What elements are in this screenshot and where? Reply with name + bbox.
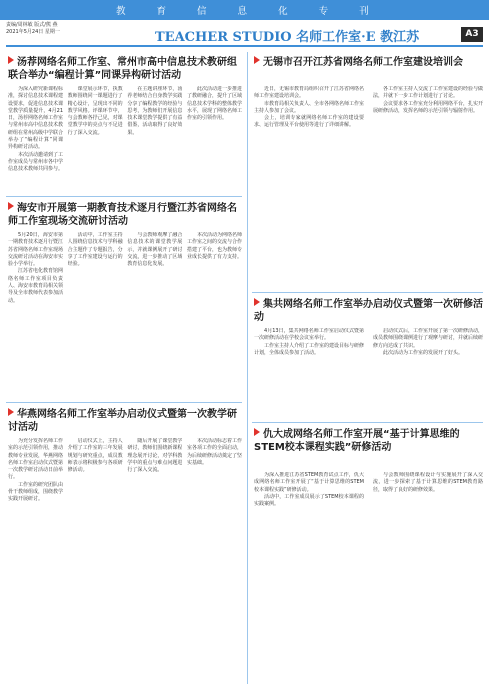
article-column: 为充分发挥名师工作室的示范引领作用，推动教师专业发展，华燕网络名师工作室启动仪式暨第一次教学研讨活动日前举行。 工作室的研究团队由骨干教师组成，围绕教学实践开展研讨。 [8,438,63,503]
article-column: 4月13日，集共网络名师工作室启动仪式暨第一次研修活动在学校会议室举行。 工作室主持人介绍了工作室的建设目标与研修计划，全体成员参加了活动。 [254,328,364,356]
triangle-icon [254,428,260,436]
article-column: 启动仪式上，主持人介绍了工作室的三年发展规划与研究重点，成员教师表示将积极参与各项研修活动。 [67,438,123,474]
article-headline: 海安市开展第一期教育技术逐月行暨江苏省网络名师工作室现场交流研讨活动 [8,203,237,227]
article-column: 在主题讲座环节，汤荐老师结合自身教学实践分享了编程教学的经验与思考，为教师们开展信息技术课堂教学提供了有益借鉴，活动取得了良好效果。 [127,86,183,136]
triangle-icon [8,408,14,416]
page-meta [6,22,60,36]
article-divider [252,292,483,293]
triangle-icon [8,202,14,210]
article-body [8,232,242,398]
triangle-icon [8,56,14,64]
article-column: 为深入研究新课程标准，探讨信息技术课程建设要求，促进信息技术课堂教学质量提升，4月21日，汤荐网络名师工作室与常州市高中信息技术教研组在常州高级中学联合举办了“编程计算”同课异构研讨活动。 本次活动邀请到了工作室成员与常州市各中学信息技术教师共同参与。 [8,86,63,173]
editor-line: 责编/周林敏 版式/熊 燕 [6,22,58,28]
article-column: 随后开展了课堂教学研讨，教师们围绕新课程理念展开讨论，对学科教学中的重点与难点问题进行了深入交流。 [127,438,183,474]
article-body [254,472,483,682]
article-column: 与会教师观摩了融合信息技术的课堂教学展示，并就课例展开了研讨交流，进一步推动了区域教育信息化发展。 [127,232,183,268]
date-line: 2021年5月24日 星期一 [6,29,60,35]
article-headline: 无锡市召开江苏省网络名师工作室建设培训会 [254,56,483,69]
article-headline: 仇大成网络名师工作室开展“基于计算思维的STEM校本课程实践”研修活动 [254,429,460,453]
article-column: 与会教师围绕课程设计与实施展开了深入交流，进一步探索了基于计算思维的STEM教育路径，取得了良好的研修效果。 [373,472,483,493]
article-body [8,438,242,682]
article-divider [252,422,483,423]
article-column: 近日，无锡市教育局组织召开了江苏省网络名师工作室建设培训会。 市教育局相关负责人、全市各网络名师工作室主持人参加了会议。 会上，培训专家就网络名师工作室的建设要求、运行管理及平台使用等进行了详细讲解。 [254,86,364,129]
article-column: 本次活动为网络名师工作室之间的交流与合作搭建了平台，也为教师专业成长提供了有力支持。 [186,232,242,260]
article-divider [6,402,242,403]
article-body [254,86,483,288]
article-column: 各工作室主持人交流了工作室建设的经验与做法，并就下一步工作计划进行了讨论。 会议要求各工作室充分利用网络平台，扎实开展研修活动，发挥名师的示范引领与辐射作用。 [373,86,483,114]
article-headline: 集共网络名师工作室举办启动仪式暨第一次研修活动 [254,299,483,323]
masthead-rule [6,45,483,47]
article-column: 课堂展示环节，执教教师围绕同一课题进行了精心设计，呈现出不同的教学风格。评课环节中，与会教师各抒己见，对课堂教学中的亮点与不足进行了深入交流。 [67,86,123,136]
article-headline: 汤荐网络名师工作室、常州市高中信息技术教研组联合举办“编程计算”同课异构研讨活动 [8,57,237,81]
triangle-icon [254,298,260,306]
page-number-badge: A3 [461,27,483,42]
article-column: 5月20日，海安市第一期教育技术逐月行暨江苏省网络名师工作室现场交流研讨活动在海安市实验小学举行。 江苏省电化教育馆网络名师工作室项目负责人、海安市教育局相关领导及全市教师代表参加活动。 [8,232,63,304]
article-divider [6,196,242,197]
article-column: 启动仪式后，工作室开展了第一次研修活动，成员教师围绕课例进行了观摩与研讨，并就后续研修方向达成了共识。 此次活动为工作室的发展开了好头。 [373,328,483,356]
article-body [254,328,483,418]
article-column: 活动中，工作室主持人围绕信息技术与学科融合主题作了专题报告，分享了工作室建设与运行的经验。 [67,232,123,268]
masthead-title: 教 育 信 息 化 专 刊 [116,6,383,17]
column-divider [247,52,248,684]
article-column: 本次活动标志着工作室各项工作的全面启动，为后续研修活动奠定了坚实基础。 [186,438,242,466]
triangle-icon [254,56,260,64]
section-title: TEACHER STUDIO 名师工作室·E 教江苏 [155,30,420,45]
article-body [8,86,242,192]
article-column: 此次活动进一步推进了教研融合，提升了区域信息技术学科的整体教学水平，展现了网络名师工作室的引领作用。 [186,86,242,122]
article-headline: 华燕网络名师工作室举办启动仪式暨第一次教学研讨活动 [8,409,237,433]
article-column: 为深入推进江苏省STEM教育试点工作，仇大成网络名师工作室开展了“基于计算思维的STEM校本课程实践”研修活动。 活动中，工作室成员展示了STEM校本课程的实践案例。 [254,472,364,508]
